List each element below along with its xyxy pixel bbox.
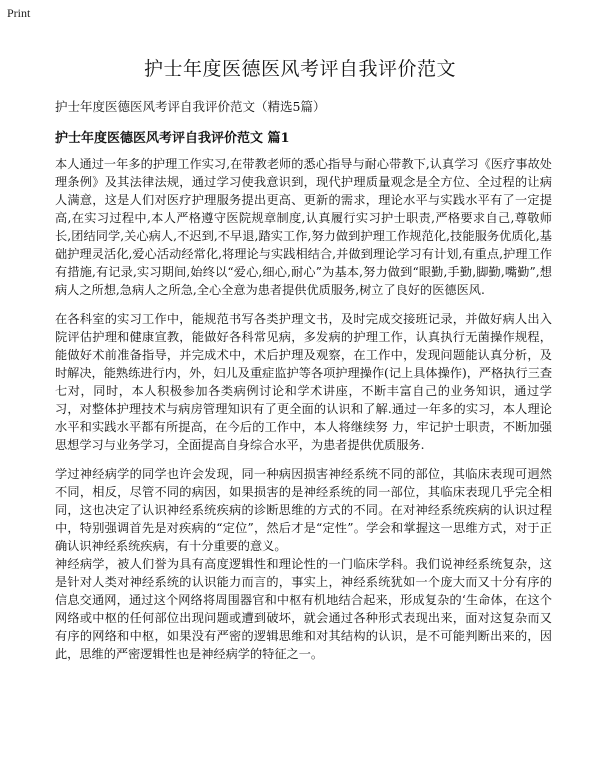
body-paragraph: 本人通过一年多的护理工作实习,在带教老师的悉心指导与耐心带教下,认真学习《医疗事故处理条例》及其法律法规，通过学习使我意识到，现代护理质量观念是全方位、全过程的让病人满意，这是人们对医疗护理服务提出更高、更新的需求，理论水平与实践水平有了一定提高,在实习过程中,本人严格遵守医院规章制度,认真履行实习护士职责,严格要求自己,尊敬师长,团结同学,关心病人,不迟到,不早退,踏实工作,努力做到护理工作规范化,技能服务优质化,基础护理灵活化,爱心活动经常化,将理论与实践相结合,并做到理论学习有计划,有重点,护理工作有措施,有记录,实习期间,始终以“爱心,细心,耐心”为基本,努力做到“眼勤,手勤,脚勤,嘴勤”,想病人之所想,急病人之所急,全心全意为患者提供优质服务,树立了良好的医德医风. bbox=[55, 157, 552, 297]
body-paragraph: 在各科室的实习工作中，能规范书写各类护理文书，及时完成交接班记录，并做好病人出入院评估护理和健康宣教，能做好各科常见病，多发病的护理工作，认真执行无菌操作规程，能做好术前准备指导，并完成术中，术后护理及观察，在工作中，发现问题能认真分析，及时解决，能熟练进行内，外，妇儿及重症监护等各项护理操作(记上具体操作)，严格执行三查七对，同时，本人积极参加各类病例讨论和学术讲座，不断丰富自己的业务知识，通过学习，对整体护理技术与病房管理知识有了更全面的认识和了解.通过一年多的实习，本人理论水平和实践水平都有所提高，在今后的工作中，本人将继续努 力，牢记护士职责，不断加强思想学习与业务学习，全面提高自身综合水平，为患者提供优质服务. bbox=[55, 312, 553, 452]
body-paragraph: 神经病学，被人们誉为具有高度逻辑性和理论性的一门临床学科。我们说神经系统复杂，这是针对人类对神经系统的认识能力而言的，事实上，神经系统犹如一个庞大而又十分有序的信息交通网，通过这个网络将周围器官和中枢有机地结合起来，形成复杂的‘生命体，在这个网络或中枢的任何部位出现问题或遭到破坏，就会通过各种形式表现出来，面对这复杂而又有序的网络和中枢，如果没有严密的逻辑思维和对其结构的认识，是不可能判断出来的，因此，思维的严密逻辑性也是神经病学的特征之一。 bbox=[55, 557, 552, 661]
document-body bbox=[55, 155, 552, 674]
print-link[interactable]: Print bbox=[7, 6, 31, 20]
section-heading: 护士年度医德医风考评自我评价范文 篇1 bbox=[55, 131, 290, 146]
document-title: 护士年度医德医风考评自我评价范文 bbox=[143, 58, 456, 80]
document-subtitle: 护士年度医德医风考评自我评价范文（精选5篇） bbox=[55, 99, 326, 114]
body-paragraph: 学过神经病学的同学也许会发现，同一种病因损害神经系统不同的部位，其临床表现可迥然不同，相反，尽管不同的病因，如果损害的是神经系统的同一部位，其临床表现几乎完全相同，这也决定了认识神经系统疾病的诊断思维的方式的不同。在对神经系统疾病的认识过程中，特别强调首先是对疾病的“定位”，然后才是“定性”。学会和掌握这一思维方式，对于正确认识神经系统疾病，有十分重要的意义。 bbox=[55, 467, 552, 553]
